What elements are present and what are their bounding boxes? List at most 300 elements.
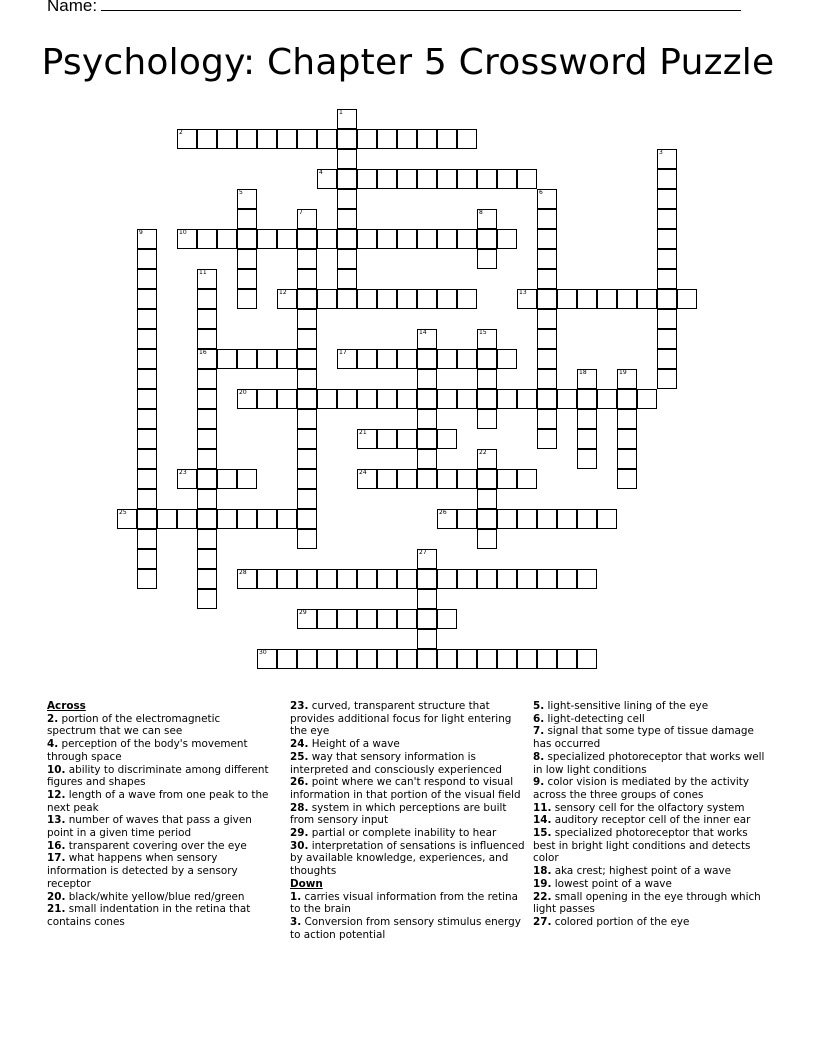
crossword-cell[interactable]: [537, 189, 557, 209]
crossword-cell[interactable]: [357, 469, 377, 489]
crossword-cell[interactable]: [437, 389, 457, 409]
crossword-cell[interactable]: [417, 129, 437, 149]
crossword-cell[interactable]: [577, 389, 597, 409]
crossword-cell[interactable]: [437, 609, 457, 629]
crossword-cell[interactable]: [337, 229, 357, 249]
crossword-cell[interactable]: [357, 129, 377, 149]
crossword-cell[interactable]: [417, 589, 437, 609]
crossword-cell[interactable]: [537, 309, 557, 329]
clue-text: way that sensory information is interpreted and consciously experienced: [290, 750, 503, 776]
crossword-cell[interactable]: [117, 509, 137, 529]
crossword-cell[interactable]: [277, 229, 297, 249]
crossword-cell[interactable]: [177, 129, 197, 149]
crossword-cell[interactable]: [317, 229, 337, 249]
crossword-cell[interactable]: [577, 429, 597, 449]
crossword-cell[interactable]: [437, 289, 457, 309]
crossword-cell[interactable]: [457, 229, 477, 249]
crossword-cell[interactable]: [197, 389, 217, 409]
crossword-cell[interactable]: [197, 269, 217, 289]
crossword-cell[interactable]: [377, 649, 397, 669]
crossword-cell[interactable]: [297, 229, 317, 249]
crossword-cell[interactable]: [197, 589, 217, 609]
crossword-cell[interactable]: [657, 309, 677, 329]
crossword-cell[interactable]: [297, 209, 317, 229]
clue-number: 4.: [47, 738, 59, 751]
crossword-cell[interactable]: [137, 309, 157, 329]
crossword-cell[interactable]: [477, 489, 497, 509]
crossword-cell[interactable]: [237, 289, 257, 309]
crossword-cell[interactable]: [137, 369, 157, 389]
crossword-cell[interactable]: [497, 509, 517, 529]
crossword-cell[interactable]: [617, 469, 637, 489]
crossword-cell[interactable]: [297, 469, 317, 489]
crossword-cell[interactable]: [397, 129, 417, 149]
clue-number: 14: [419, 329, 427, 336]
crossword-cell[interactable]: [557, 569, 577, 589]
crossword-cell[interactable]: [417, 409, 437, 429]
crossword-cell[interactable]: [517, 389, 537, 409]
crossword-cell[interactable]: [357, 389, 377, 409]
crossword-cell[interactable]: [397, 389, 417, 409]
crossword-cell[interactable]: [317, 569, 337, 589]
crossword-cell[interactable]: [277, 129, 297, 149]
crossword-cell[interactable]: [297, 529, 317, 549]
crossword-cell[interactable]: [377, 389, 397, 409]
crossword-cell[interactable]: [417, 629, 437, 649]
crossword-cell[interactable]: [337, 609, 357, 629]
crossword-cell[interactable]: [317, 129, 337, 149]
crossword-cell[interactable]: [417, 469, 437, 489]
crossword-cell[interactable]: [497, 169, 517, 189]
crossword-cell[interactable]: [657, 189, 677, 209]
crossword-cell[interactable]: [297, 449, 317, 469]
crossword-cell[interactable]: [137, 429, 157, 449]
crossword-cell[interactable]: [657, 229, 677, 249]
crossword-cell[interactable]: [377, 289, 397, 309]
crossword-cell[interactable]: [397, 169, 417, 189]
crossword-cell[interactable]: [297, 509, 317, 529]
crossword-cell[interactable]: [197, 229, 217, 249]
crossword-cell[interactable]: [517, 169, 537, 189]
crossword-cell[interactable]: [477, 649, 497, 669]
crossword-cell[interactable]: [217, 509, 237, 529]
crossword-cell[interactable]: [237, 569, 257, 589]
crossword-cell[interactable]: [537, 369, 557, 389]
crossword-cell[interactable]: [137, 489, 157, 509]
crossword-cell[interactable]: [317, 389, 337, 409]
clue-number: 12: [279, 289, 287, 296]
crossword-cell[interactable]: [497, 569, 517, 589]
clue-text: light-detecting cell: [544, 712, 645, 725]
crossword-cell[interactable]: [477, 529, 497, 549]
clue-number: 8: [479, 209, 483, 216]
crossword-cell[interactable]: [197, 569, 217, 589]
crossword-cell[interactable]: [237, 269, 257, 289]
crossword-cell[interactable]: [197, 309, 217, 329]
crossword-cell[interactable]: [137, 449, 157, 469]
crossword-cell[interactable]: [417, 549, 437, 569]
crossword-cell[interactable]: [537, 389, 557, 409]
clue-number: 26: [439, 509, 447, 516]
crossword-cell[interactable]: [237, 189, 257, 209]
crossword-cell[interactable]: [137, 289, 157, 309]
crossword-cell[interactable]: [137, 389, 157, 409]
crossword-cell[interactable]: [277, 289, 297, 309]
crossword-cell[interactable]: [397, 229, 417, 249]
crossword-cell[interactable]: [337, 569, 357, 589]
crossword-cell[interactable]: [537, 509, 557, 529]
crossword-cell[interactable]: [477, 409, 497, 429]
crossword-cell[interactable]: [677, 289, 697, 309]
crossword-cell[interactable]: [297, 269, 317, 289]
crossword-cell[interactable]: [197, 549, 217, 569]
crossword-cell[interactable]: [277, 569, 297, 589]
crossword-cell[interactable]: [197, 329, 217, 349]
crossword-cell[interactable]: [417, 449, 437, 469]
crossword-cell[interactable]: [657, 169, 677, 189]
crossword-cell[interactable]: [377, 129, 397, 149]
crossword-cell[interactable]: [577, 409, 597, 429]
crossword-cell[interactable]: [517, 469, 537, 489]
crossword-cell[interactable]: [337, 169, 357, 189]
crossword-cell[interactable]: [237, 469, 257, 489]
crossword-cell[interactable]: [617, 449, 637, 469]
crossword-cell[interactable]: [497, 389, 517, 409]
crossword-cell[interactable]: [417, 349, 437, 369]
crossword-cell[interactable]: [417, 369, 437, 389]
crossword-cell[interactable]: [137, 329, 157, 349]
crossword-cell[interactable]: [277, 649, 297, 669]
crossword-cell[interactable]: [617, 289, 637, 309]
crossword-cell[interactable]: [397, 609, 417, 629]
crossword-cell[interactable]: [197, 129, 217, 149]
crossword-cell[interactable]: [537, 269, 557, 289]
crossword-cell[interactable]: [437, 429, 457, 449]
crossword-cell[interactable]: [537, 349, 557, 369]
crossword-cell[interactable]: [437, 649, 457, 669]
crossword-cell[interactable]: [297, 249, 317, 269]
crossword-cell[interactable]: [257, 349, 277, 369]
crossword-cell[interactable]: [617, 389, 637, 409]
crossword-cell[interactable]: [557, 289, 577, 309]
crossword-cell[interactable]: [237, 249, 257, 269]
crossword-cell[interactable]: [137, 469, 157, 489]
crossword-cell[interactable]: [137, 249, 157, 269]
crossword-cell[interactable]: [537, 329, 557, 349]
crossword-cell[interactable]: [197, 289, 217, 309]
clue-number: 30.: [290, 839, 309, 852]
crossword-cell[interactable]: [517, 509, 537, 529]
crossword-cell[interactable]: [277, 349, 297, 369]
crossword-cell[interactable]: [197, 489, 217, 509]
crossword-cell[interactable]: [537, 289, 557, 309]
crossword-cell[interactable]: [237, 509, 257, 529]
crossword-cell[interactable]: [197, 369, 217, 389]
crossword-cell[interactable]: [237, 349, 257, 369]
crossword-cell[interactable]: [477, 469, 497, 489]
crossword-cell[interactable]: [217, 229, 237, 249]
crossword-cell[interactable]: [657, 289, 677, 309]
crossword-cell[interactable]: [577, 569, 597, 589]
crossword-cell[interactable]: [357, 429, 377, 449]
crossword-cell[interactable]: [637, 289, 657, 309]
crossword-cell[interactable]: [497, 649, 517, 669]
clue-text: what happens when sensory information is detected by a sensory receptor: [47, 852, 238, 890]
crossword-cell[interactable]: [557, 649, 577, 669]
crossword-cell[interactable]: [657, 349, 677, 369]
crossword-cell[interactable]: [277, 389, 297, 409]
across-clue: [47, 891, 272, 904]
crossword-cell[interactable]: [177, 509, 197, 529]
crossword-cell[interactable]: [537, 209, 557, 229]
crossword-cell[interactable]: [297, 309, 317, 329]
crossword-cell[interactable]: [297, 349, 317, 369]
clue-number: 8.: [533, 750, 545, 763]
crossword-cell[interactable]: [237, 129, 257, 149]
down-clue: [533, 814, 773, 827]
crossword-cell[interactable]: [477, 389, 497, 409]
crossword-cell[interactable]: [377, 469, 397, 489]
crossword-cell[interactable]: [297, 389, 317, 409]
crossword-cell[interactable]: [577, 369, 597, 389]
crossword-cell[interactable]: [397, 569, 417, 589]
crossword-cell[interactable]: [457, 509, 477, 529]
crossword-cell[interactable]: [237, 389, 257, 409]
crossword-cell[interactable]: [337, 189, 357, 209]
crossword-cell[interactable]: [457, 469, 477, 489]
crossword-cell[interactable]: [477, 349, 497, 369]
crossword-cell[interactable]: [297, 609, 317, 629]
crossword-cell[interactable]: [337, 649, 357, 669]
crossword-cell[interactable]: [657, 329, 677, 349]
crossword-cell[interactable]: [177, 469, 197, 489]
crossword-cell[interactable]: [597, 289, 617, 309]
crossword-cell[interactable]: [317, 289, 337, 309]
crossword-cell[interactable]: [657, 209, 677, 229]
crossword-cell[interactable]: [437, 229, 457, 249]
clue-number: 6: [539, 189, 543, 196]
crossword-cell[interactable]: [477, 249, 497, 269]
crossword-cell[interactable]: [497, 229, 517, 249]
crossword-cell[interactable]: [297, 429, 317, 449]
crossword-cell[interactable]: [277, 509, 297, 529]
crossword-cell[interactable]: [477, 569, 497, 589]
crossword-cell[interactable]: [197, 469, 217, 489]
crossword-cell[interactable]: [337, 109, 357, 129]
crossword-cell[interactable]: [537, 429, 557, 449]
crossword-cell[interactable]: [197, 509, 217, 529]
crossword-cell[interactable]: [437, 129, 457, 149]
crossword-cell[interactable]: [517, 569, 537, 589]
crossword-cell[interactable]: [297, 489, 317, 509]
crossword-cell[interactable]: [197, 409, 217, 429]
crossword-cell[interactable]: [557, 509, 577, 529]
crossword-cell[interactable]: [457, 169, 477, 189]
crossword-cell[interactable]: [517, 289, 537, 309]
crossword-cell[interactable]: [217, 469, 237, 489]
crossword-cell[interactable]: [417, 169, 437, 189]
crossword-cell[interactable]: [457, 649, 477, 669]
crossword-cell[interactable]: [417, 229, 437, 249]
crossword-cell[interactable]: [337, 149, 357, 169]
crossword-cell[interactable]: [477, 209, 497, 229]
crossword-cell[interactable]: [537, 569, 557, 589]
crossword-cell[interactable]: [297, 569, 317, 589]
crossword-cell[interactable]: [217, 349, 237, 369]
crossword-cell[interactable]: [357, 349, 377, 369]
crossword-cell[interactable]: [577, 649, 597, 669]
crossword-cell[interactable]: [517, 649, 537, 669]
crossword-cell[interactable]: [537, 249, 557, 269]
crossword-cell[interactable]: [497, 469, 517, 489]
crossword-cell[interactable]: [137, 509, 157, 529]
crossword-cell[interactable]: [257, 509, 277, 529]
clue-number: 17: [339, 349, 347, 356]
crossword-cell[interactable]: [457, 129, 477, 149]
crossword-cell[interactable]: [477, 369, 497, 389]
across-clue: [47, 738, 272, 763]
crossword-cell[interactable]: [177, 229, 197, 249]
crossword-cell[interactable]: [417, 649, 437, 669]
crossword-cell[interactable]: [297, 289, 317, 309]
crossword-cell[interactable]: [197, 449, 217, 469]
crossword-cell[interactable]: [257, 569, 277, 589]
crossword-cell[interactable]: [477, 449, 497, 469]
crossword-cell[interactable]: [257, 389, 277, 409]
crossword-cell[interactable]: [397, 649, 417, 669]
crossword-cell[interactable]: [497, 349, 517, 369]
crossword-cell[interactable]: [157, 509, 177, 529]
crossword-cell[interactable]: [577, 289, 597, 309]
crossword-cell[interactable]: [217, 129, 237, 149]
crossword-cell[interactable]: [617, 369, 637, 389]
crossword-cell[interactable]: [457, 389, 477, 409]
crossword-cell[interactable]: [397, 429, 417, 449]
crossword-cell[interactable]: [317, 609, 337, 629]
crossword-cell[interactable]: [337, 389, 357, 409]
crossword-cell[interactable]: [477, 169, 497, 189]
crossword-cell[interactable]: [357, 569, 377, 589]
crossword-cell[interactable]: [657, 249, 677, 269]
across-clue: [290, 802, 525, 827]
crossword-cell[interactable]: [257, 129, 277, 149]
crossword-cell[interactable]: [357, 649, 377, 669]
crossword-cell[interactable]: [137, 529, 157, 549]
crossword-cell[interactable]: [377, 229, 397, 249]
crossword-cell[interactable]: [137, 229, 157, 249]
crossword-cell[interactable]: [477, 329, 497, 349]
crossword-cell[interactable]: [437, 509, 457, 529]
crossword-cell[interactable]: [437, 169, 457, 189]
crossword-cell[interactable]: [477, 229, 497, 249]
crossword-cell[interactable]: [317, 169, 337, 189]
crossword-cell[interactable]: [337, 269, 357, 289]
crossword-cell[interactable]: [637, 389, 657, 409]
crossword-cell[interactable]: [357, 289, 377, 309]
crossword-cell[interactable]: [137, 569, 157, 589]
crossword-cell[interactable]: [397, 469, 417, 489]
crossword-cell[interactable]: [297, 129, 317, 149]
crossword-cell[interactable]: [577, 509, 597, 529]
crossword-cell[interactable]: [337, 289, 357, 309]
crossword-cell[interactable]: [137, 349, 157, 369]
crossword-cell[interactable]: [377, 169, 397, 189]
crossword-cell[interactable]: [537, 229, 557, 249]
crossword-cell[interactable]: [397, 349, 417, 369]
name-label: Name:: [47, 0, 98, 15]
crossword-cell[interactable]: [257, 649, 277, 669]
crossword-cell[interactable]: [297, 329, 317, 349]
crossword-cell[interactable]: [537, 649, 557, 669]
crossword-cell[interactable]: [357, 169, 377, 189]
crossword-cell[interactable]: [617, 409, 637, 429]
crossword-cell[interactable]: [437, 569, 457, 589]
crossword-cell[interactable]: [417, 389, 437, 409]
crossword-cell[interactable]: [417, 289, 437, 309]
crossword-cell[interactable]: [297, 409, 317, 429]
clue-text: length of a wave from one peak to the next peak: [47, 788, 269, 814]
crossword-cell[interactable]: [357, 609, 377, 629]
crossword-cell[interactable]: [197, 429, 217, 449]
crossword-cell[interactable]: [577, 449, 597, 469]
crossword-cell[interactable]: [337, 209, 357, 229]
crossword-cell[interactable]: [417, 609, 437, 629]
crossword-cell[interactable]: [337, 129, 357, 149]
crossword-cell[interactable]: [377, 609, 397, 629]
clue-number: 24.: [290, 738, 309, 751]
crossword-cell[interactable]: [557, 389, 577, 409]
crossword-cell[interactable]: [537, 409, 557, 429]
crossword-cell[interactable]: [397, 289, 417, 309]
crossword-cell[interactable]: [657, 369, 677, 389]
clue-number: 19: [619, 369, 627, 376]
crossword-cell[interactable]: [257, 229, 277, 249]
crossword-cell[interactable]: [377, 429, 397, 449]
crossword-cell[interactable]: [477, 509, 497, 529]
crossword-cell[interactable]: [457, 349, 477, 369]
crossword-cell[interactable]: [457, 569, 477, 589]
crossword-cell[interactable]: [137, 269, 157, 289]
crossword-cell[interactable]: [337, 349, 357, 369]
crossword-cell[interactable]: [457, 289, 477, 309]
down-clue: [533, 802, 773, 815]
crossword-cell[interactable]: [597, 389, 617, 409]
crossword-cell[interactable]: [597, 509, 617, 529]
crossword-cell[interactable]: [297, 369, 317, 389]
crossword-cell[interactable]: [237, 229, 257, 249]
crossword-cell[interactable]: [617, 429, 637, 449]
crossword-cell[interactable]: [297, 649, 317, 669]
crossword-cell[interactable]: [417, 569, 437, 589]
crossword-cell[interactable]: [357, 229, 377, 249]
clue-number: 2.: [47, 712, 59, 725]
crossword-cell[interactable]: [417, 329, 437, 349]
crossword-cell[interactable]: [657, 149, 677, 169]
crossword-cell[interactable]: [657, 269, 677, 289]
crossword-cell[interactable]: [377, 349, 397, 369]
crossword-cell[interactable]: [237, 209, 257, 229]
crossword-cell[interactable]: [437, 349, 457, 369]
crossword-cell[interactable]: [197, 349, 217, 369]
crossword-cell[interactable]: [137, 549, 157, 569]
crossword-cell[interactable]: [417, 429, 437, 449]
crossword-cell[interactable]: [437, 469, 457, 489]
crossword-cell[interactable]: [197, 529, 217, 549]
crossword-cell[interactable]: [137, 409, 157, 429]
crossword-cell[interactable]: [337, 249, 357, 269]
crossword-cell[interactable]: [377, 569, 397, 589]
crossword-cell[interactable]: [317, 649, 337, 669]
